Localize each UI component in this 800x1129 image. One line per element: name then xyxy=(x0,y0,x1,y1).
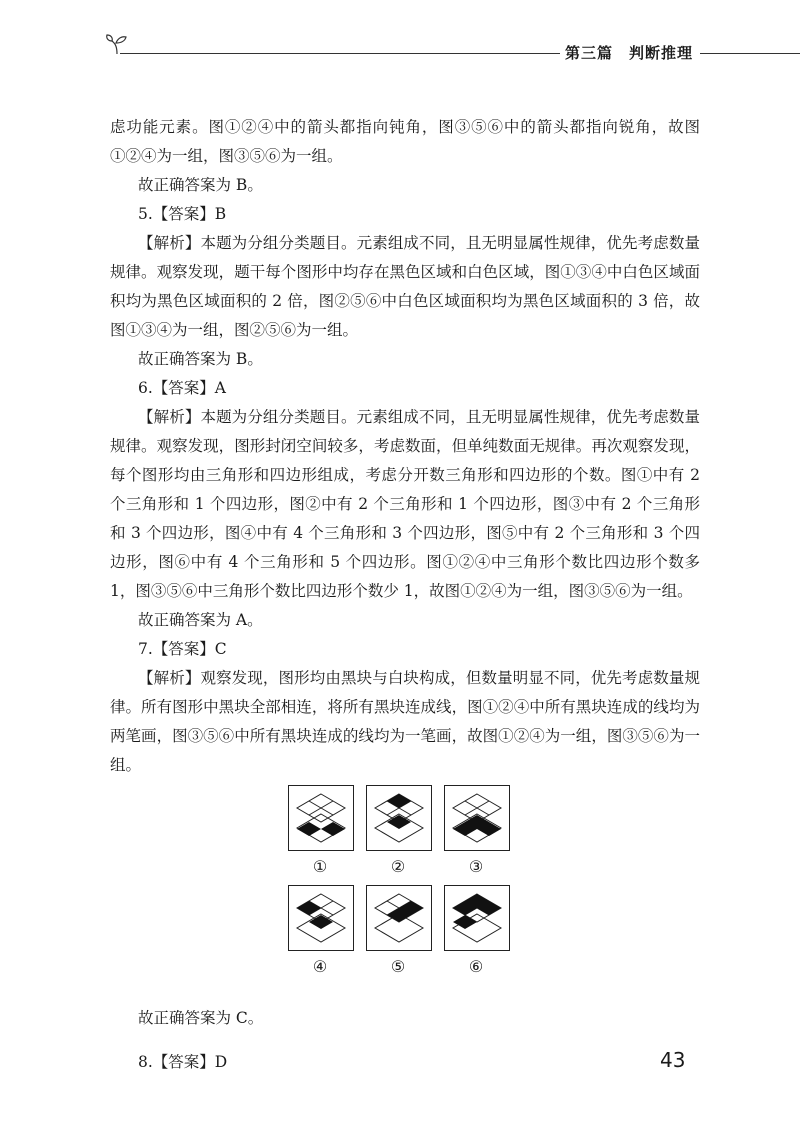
puzzle-figure xyxy=(288,785,508,980)
isometric-grid-icon xyxy=(367,886,431,950)
isometric-grid-icon xyxy=(445,786,509,850)
answer-statement-6: 故正确答案为 A。 xyxy=(138,611,263,629)
isometric-grid-icon xyxy=(367,786,431,850)
page-header xyxy=(0,28,800,68)
after-figure-content xyxy=(110,988,700,1093)
analysis-5: 【解析】本题为分组分类题目。元素组成不同，且无明显属性规律，优先考虑数量规律。观察发现，题干每个图形中均存在黑色区域和白色区域，图①③④中白色区域面积均为黑色区域面积的 2 倍，图②⑤⑥中白色区域面积均为黑色区域面积的 3 倍，故图①③④为一组，图②⑤⑥为一组。 xyxy=(110,234,700,339)
answer-heading-6: 6.【答案】A xyxy=(138,379,226,397)
figure-cell-5 xyxy=(366,885,432,951)
figure-cell-2 xyxy=(366,785,432,851)
figure-cell-4 xyxy=(288,885,354,951)
figure-label-6: ⑥ xyxy=(468,957,484,976)
main-content xyxy=(110,113,700,780)
isometric-grid-icon xyxy=(289,786,353,850)
analysis-6: 【解析】本题为分组分类题目。元素组成不同，且无明显属性规律，优先考虑数量规律。观察发现，图形封闭空间较多，考虑数面，但单纯数面无规律。再次观察发现，每个图形均由三角形和四边形组成，考虑分开数三角形和四边形的个数。图①中有 2 个三角形和 1 个四边形，图②中有 2 个三角形和 1 个四边形，图③中有 2 个三角形和 3 个四边形，图④中有 4 个三角形和 3 个四边形，图⑤中有 2 个三角形和 3 个四边形，图⑥中有 4 个三角形和 5 个四边形。图①②④中三角形个数比四边形个数多 1，图③⑤⑥中三角形个数比四边形个数少 1，故图①②④为一组，图③⑤⑥为一组。 xyxy=(110,408,700,600)
section-title: 第三篇 判断推理 xyxy=(565,44,694,62)
isometric-grid-icon xyxy=(289,886,353,950)
figure-label-1: ① xyxy=(312,857,328,876)
answer-statement-4: 故正确答案为 B。 xyxy=(138,176,263,194)
page-number: 43 xyxy=(660,1048,686,1072)
figure-label-5: ⑤ xyxy=(390,957,406,976)
answer-heading-7: 7.【答案】C xyxy=(138,640,227,658)
header-rule-right xyxy=(700,53,800,54)
isometric-grid-icon xyxy=(445,886,509,950)
answer-heading-5: 5.【答案】B xyxy=(138,205,227,223)
figure-label-3: ③ xyxy=(468,857,484,876)
figure-cell-1 xyxy=(288,785,354,851)
header-rule-left xyxy=(120,53,560,54)
paragraph-continued: 虑功能元素。图①②④中的箭头都指向钝角，图③⑤⑥中的箭头都指向锐角，故图①②④为一组，图③⑤⑥为一组。 xyxy=(110,118,700,165)
figure-cell-3 xyxy=(444,785,510,851)
figure-label-4: ④ xyxy=(312,957,328,976)
answer-statement-7: 故正确答案为 C。 xyxy=(138,1008,264,1027)
answer-statement-5: 故正确答案为 B。 xyxy=(138,350,263,368)
figure-cell-6 xyxy=(444,885,510,951)
analysis-7: 【解析】观察发现，图形均由黑块与白块构成，但数量明显不同，优先考虑数量规律。所有图形中黑块全部相连，将所有黑块连成线，图①②④中所有黑块连成的线均为两笔画，图③⑤⑥中所有黑块连成的线均为一笔画，故图①②④为一组，图③⑤⑥为一组。 xyxy=(110,669,700,774)
figure-label-2: ② xyxy=(390,857,406,876)
answer-heading-8: 8.【答案】D xyxy=(138,1053,228,1071)
